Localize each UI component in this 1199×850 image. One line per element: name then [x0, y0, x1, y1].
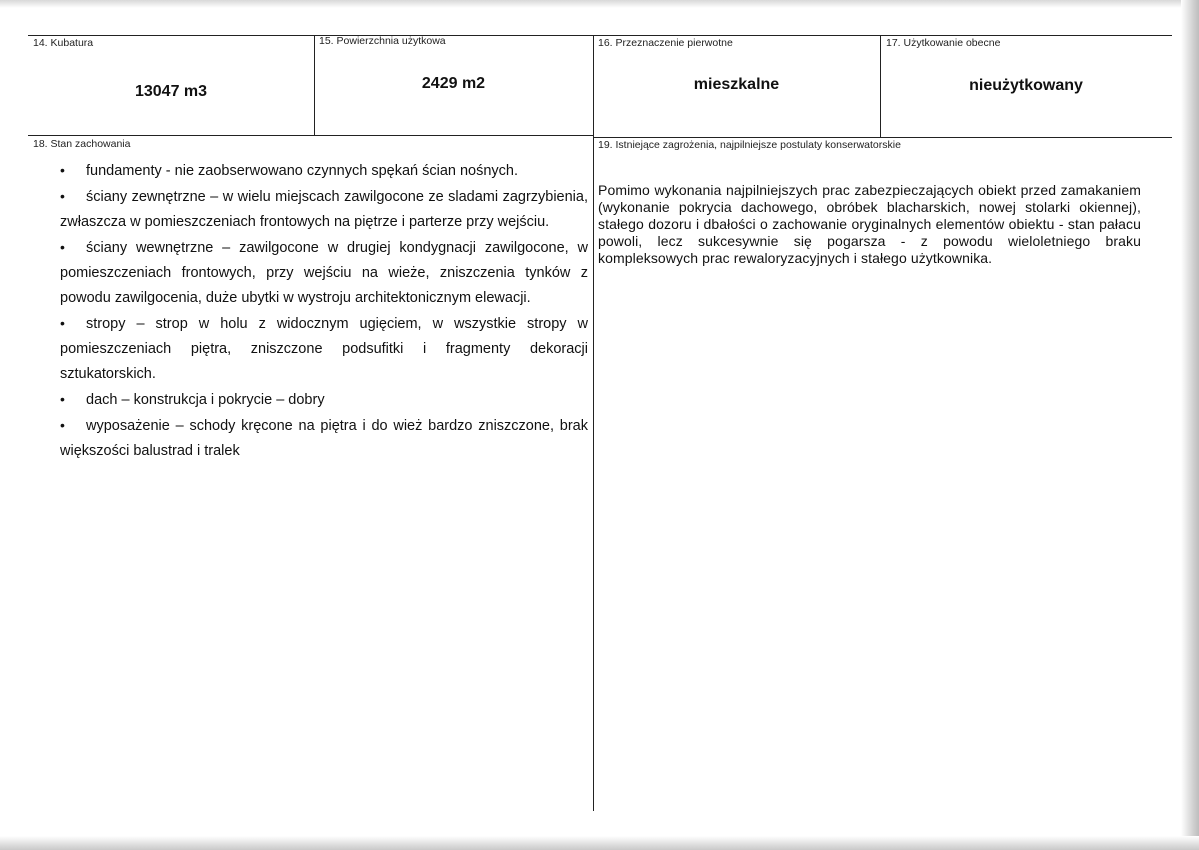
field-18-caption: 18. Stan zachowania [33, 138, 131, 150]
list-item-text: ściany wewnętrzne – zawilgocone w drugiej kondygnacji zawilgocone, w pomieszczeniach frontowych, przy wejściu na wieże, zniszczenia tynków z powodu zawilgocenia, duże ubytki w wystroju architektonicznym elewacji. [60, 240, 588, 306]
field-17-value: nieużytkowany [969, 77, 1083, 94]
list-item [60, 184, 588, 235]
top-rule [28, 35, 1172, 36]
bullet-icon: • [60, 315, 65, 331]
mid-rule-left [28, 135, 593, 136]
list-item [60, 158, 588, 184]
list-item [60, 311, 588, 387]
field-15-caption: 15. Powierzchnia użytkowa [319, 35, 446, 47]
field-19-caption: 19. Istniejące zagrożenia, najpilniejsze postulaty konserwatorskie [598, 139, 901, 151]
bullet-icon: • [60, 391, 65, 407]
list-item-text: wyposażenie – schody kręcone na piętra i do wież bardzo zniszczone, brak większości balustrad i tralek [60, 418, 588, 459]
list-item [60, 413, 588, 464]
field-16-value: mieszkalne [693, 76, 780, 93]
scan-edge-top [0, 0, 1199, 8]
field-14-caption: 14. Kubatura [33, 37, 94, 49]
scan-edge-right [1181, 0, 1199, 850]
list-item [60, 387, 588, 413]
bullet-icon: • [60, 239, 65, 255]
field-19-text: Pomimo wykonania najpilniejszych prac zabezpieczających obiekt przed zamakaniem (wykonanie pokrycia dachowego, obróbek blacharskich, nowej stolarki okiennej), stałego dozoru i dbałości o zachowanie oryginalnych elementów obiektu - stan pałacu powoli, lecz sukcesywnie się pogarsza - z powodu wieloletniego braku kompleksowych prac rewaloryzacyjnych i stałego użytkownika. [598, 182, 1141, 266]
field-15-value: 2429 m2 [421, 75, 486, 92]
field-18-bullet-list [60, 158, 588, 464]
scan-edge-bottom [0, 836, 1199, 850]
list-item-text: stropy – strop w holu z widocznym ugięciem, w wszystkie stropy w pomieszczeniach piętra, zniszczone podsufitki i fragmenty dekoracji sztukatorskich. [60, 316, 588, 382]
list-item [60, 235, 588, 311]
list-item-text: fundamenty - nie zaobserwowano czynnych spękań ścian nośnych. [86, 163, 519, 179]
list-item-text: dach – konstrukcja i pokrycie – dobry [86, 392, 325, 408]
bullet-icon: • [60, 417, 65, 433]
list-item-text: ściany zewnętrzne – w wielu miejscach zawilgocone ze sladami zagrzybienia, zwłaszcza w pomieszczeniach frontowych na piętrze i parterze przy wejściu. [60, 189, 588, 230]
field-14-value: 13047 m3 [134, 83, 208, 100]
field-16-caption: 16. Przeznaczenie pierwotne [598, 37, 733, 49]
bullet-icon: • [60, 188, 65, 204]
divider-main [593, 35, 594, 811]
mid-rule-right [593, 137, 1172, 138]
field-17-caption: 17. Użytkowanie obecne [886, 37, 1001, 49]
bullet-icon: • [60, 162, 65, 178]
